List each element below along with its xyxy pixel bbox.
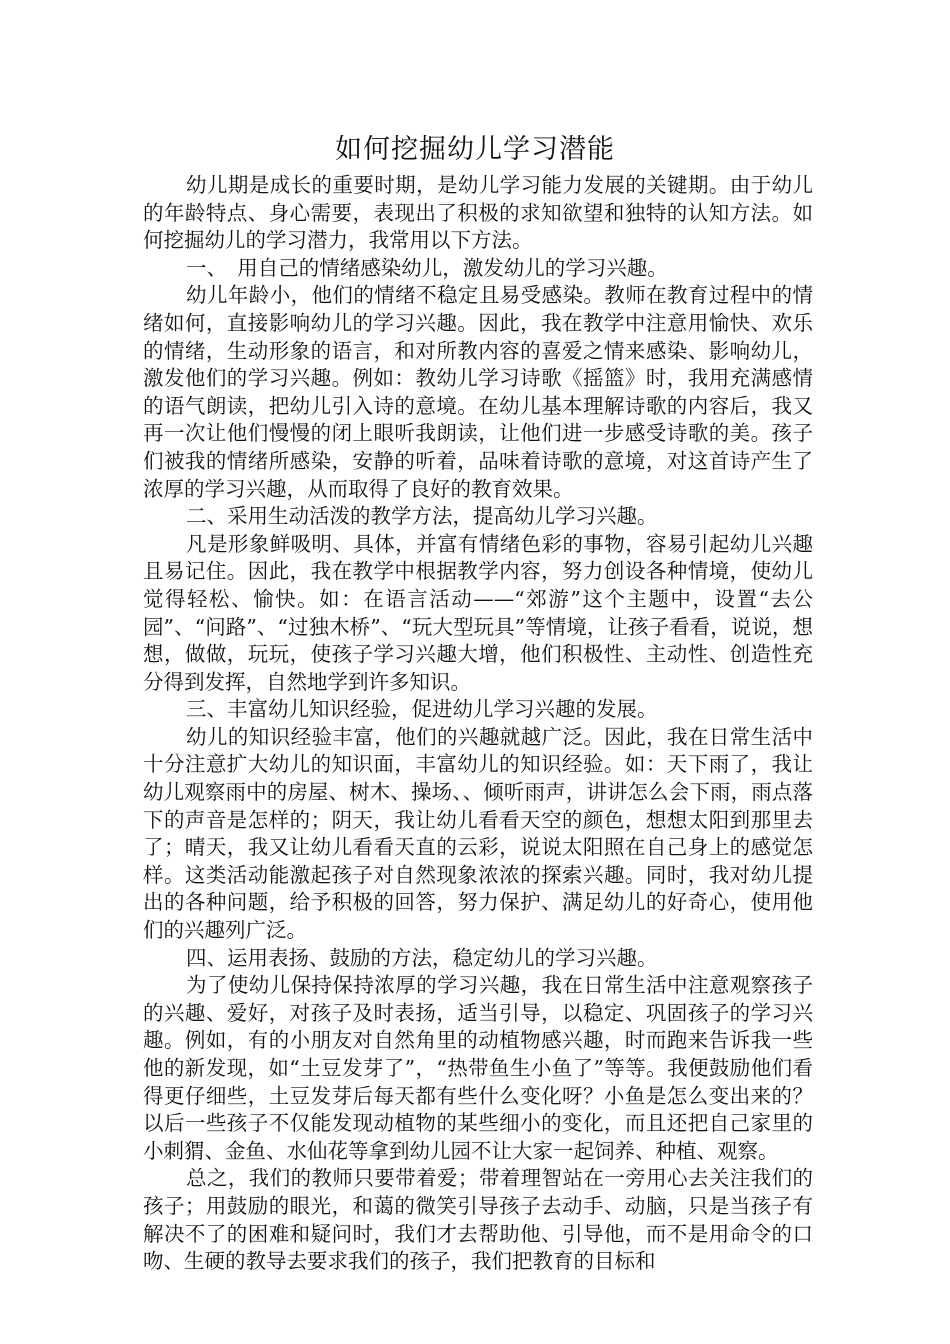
intro-paragraph: 幼儿期是成长的重要时期，是幼儿学习能力发展的关键期。由于幼儿的年龄特点、身心需要，表现出了积极的求知欲望和独特的认知方法。如何挖掘幼儿的学习潜力，我常用以下方法。 [143,173,813,253]
section-1-paragraph: 幼儿年龄小，他们的情绪不稳定且易受感染。教师在教育过程中的情绪如何，直接影响幼儿的学习兴趣。因此，我在教学中注意用愉快、欢乐的情绪，生动形象的语言，和对所教内容的喜爱之情来感染、影响幼儿，激发他们的学习兴趣。例如：教幼儿学习诗歌《摇篮》时，我用充满感情的语气朗读，把幼儿引入诗的意境。在幼儿基本理解诗歌的内容后，我又再一次让他们慢慢的闭上眼听我朗读，让他们进一步感受诗歌的美。孩子们被我的情绪所感染，安静的听着，品味着诗歌的意境，对这首诗产生了浓厚的学习兴趣，从而取得了良好的教育效果。 [143,283,813,501]
section-heading-4: 四、运用表扬、鼓励的方法，稳定幼儿的学习兴趣。 [186,945,658,970]
conclusion-paragraph: 总之，我们的教师只要带着爱；带着理智站在一旁用心去关注我们的孩子；用鼓励的眼光，和蔼的微笑引导孩子去动手、动脑，只是当孩子有解决不了的困难和疑问时，我们才去帮助他、引导他，而不是用命令的口吻、生硬的教导去要求我们的孩子，我们把教育的目标和 [143,1166,813,1274]
section-heading-3: 三、丰富幼儿知识经验，促进幼儿学习兴趣的发展。 [186,697,658,722]
section-heading-1: 一、 用自己的情绪感染幼儿，激发幼儿的学习兴趣。 [186,255,668,280]
section-3-paragraph: 幼儿的知识经验丰富，他们的兴趣就越广泛。因此，我在日常生活中十分注意扩大幼儿的知识面，丰富幼儿的知识经验。如：天下雨了，我让幼儿观察雨中的房屋、树木、操场、、倾听雨声，讲讲怎么会下雨，雨点落下的声音是怎样的；阴天，我让幼儿看看天空的颜色，想想太阳到那里去了；晴天，我又让幼儿看看天直的云彩，说说太阳照在自己身上的感觉怎样。这类活动能激起孩子对自然现象浓浓的探索兴趣。同时，我对幼儿提出的各种问题，给予积极的回答，努力保护、满足幼儿的好奇心，使用他们的兴趣列广泛。 [143,724,813,943]
document-body [143,172,813,1276]
document-title: 如何挖掘幼儿学习潜能 [335,134,615,165]
section-4-paragraph: 为了使幼儿保持保持浓厚的学习兴趣，我在日常生活中注意观察孩子的兴趣、爱好，对孩子及时表扬，适当引导，以稳定、巩固孩子的学习兴趣。例如，有的小朋友对自然角里的动植物感兴趣，时而跑来告诉我一些他的新发现，如“土豆发芽了”，“热带鱼生小鱼了”等等。我便鼓励他们看得更仔细些，土豆发芽后每天都有些什么变化呀？小鱼是怎么变出来的？以后一些孩子不仅能发现动植物的某些细小的变化，而且还把自己家里的小刺猬、金鱼、水仙花等拿到幼儿园不让大家一起饲养、种植、观察。 [143,973,813,1163]
section-heading-2: 二、采用生动活泼的教学方法，提高幼儿学习兴趣。 [186,504,658,529]
section-2-paragraph: 凡是形象鲜吸明、具体，并富有情绪色彩的事物，容易引起幼儿兴趣且易记住。因此，我在教学中根据教学内容，努力创设各种情境，使幼儿觉得轻松、愉快。如：在语言活动——“郊游”这个主题中，设置“去公园”、“问路”、“过独木桥”、“玩大型玩具”等情境，让孩子看看，说说，想想，做做，玩玩，使孩子学习兴趣大增，他们积极性、主动性、创造性充分得到发挥，自然地学到许多知识。 [143,531,813,694]
